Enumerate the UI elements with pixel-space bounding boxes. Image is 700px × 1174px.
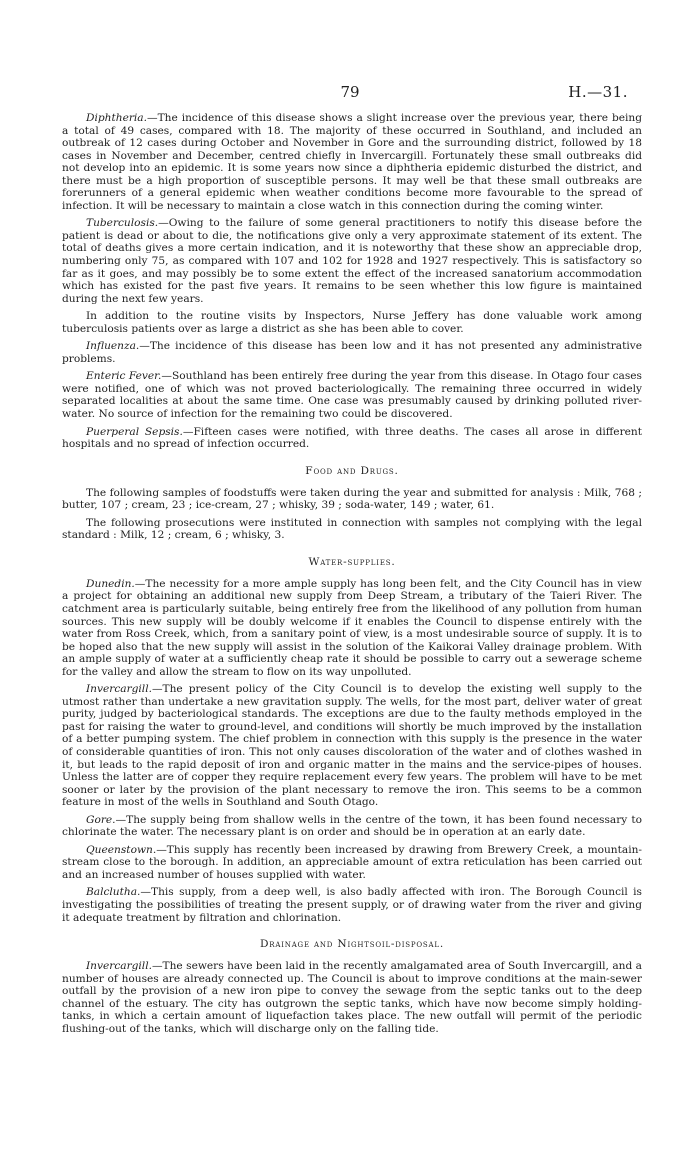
paragraph-diphtheria <box>62 112 642 212</box>
paragraph-puerperal-sepsis <box>62 426 642 451</box>
heading-water-supplies: Water-supplies. <box>308 555 396 568</box>
paragraph-enteric-fever <box>62 370 642 420</box>
paragraph-text: —This supply, from a deep well, is also badly affected with iron. The Borough Council is investigating the possibilities of treating the present supply, or of drawing water from the river and giving it adequate treatment by filtration and chlorination. <box>62 886 642 924</box>
heading-food-and-drugs: Food and Drugs. <box>305 464 399 477</box>
paragraph-text: —The incidence of this disease shows a slight increase over the previous year, there being a total of 49 cases, compared with 18. The majority of these occurred in Southland, and included an outbreak of 12 cases during October and November in Gore and the surrounding district, followed by 18 cases in November and December, centred chiefly in Invercargill. Fortunately these small outbreaks did not develop into an epidemic. It is some years now since a diphtheria epidemic disturbed the district, and there must be a high proportion of susceptible persons. It may well be that these small outbreaks are forerunners of a general epidemic when weather conditions become more favourable to the spread of infection. It will be necessary to maintain a close watch in this connection during the coming winter. <box>62 112 642 212</box>
paragraph-invercargill-water <box>62 683 642 808</box>
page-number: 79 <box>340 83 360 101</box>
paragraph-text: —The necessity for a more ample supply has long been felt, and the City Council has in view a project for obtaining an additional new supply from Deep Stream, a tributary of the Taieri River. The catchment area is particularly suitable, being entirely free from the likelihood of any pollution from human sources. This new supply will be doubly welcome if it enables the Council to dispense entirely with the water from Ross Creek, which, from a sanitary point of view, is a most undesirable source of supply. It is to be hoped also that the new supply will assist in the solution of the Kaikorai Valley drainage problem. With an ample supply of water at a sufficiently cheap rate it should be possible to carry out a sewerage scheme for the valley and allow the stream to flow on its way unpolluted. <box>62 577 642 678</box>
paragraph-text: —The incidence of this disease has been low and it has not presented any administrative problems. <box>62 340 642 365</box>
paragraph-text: —Southland has been entirely free during the year from this disease. In Otago four cases were notified, one of which was not proved bacteriologically. The remaining three occurred in widely separated localities at about the same time. One case was presumably caused by drinking polluted river-water. No source of infection for the remaining two could be discovered. <box>62 370 642 421</box>
paragraph-gore-water <box>62 814 642 839</box>
paragraph-text: —This supply has recently been increased by drawing from Brewery Creek, a mountain-stream close to the borough. In addition, an appreciable amount of extra reticulation has been carried out and an increased number of houses supplied with water. <box>62 843 642 881</box>
heading-drainage: Drainage and Nightsoil-disposal. <box>259 938 444 951</box>
paragraph-food-samples: The following samples of foodstuffs were taken during the year and submitted for analysis : Milk, 768 ; butter, 107 ; cream, 23 ; ice-cream, 27 ; whisky, 39 ; soda-water, 149 ; water, 61. <box>62 486 642 512</box>
paragraph-lead: Enteric Fever. <box>86 370 162 383</box>
paragraph-lead: Puerperal Sepsis. <box>86 425 183 438</box>
paragraph-tuberculosis <box>62 217 642 305</box>
paragraph-invercargill-drainage <box>62 960 642 1035</box>
paragraph-lead: Queenstown. <box>86 843 157 856</box>
paragraph-queenstown-water <box>62 844 642 882</box>
paragraph-food-prosecutions: The following prosecutions were instituted in connection with samples not complying with the legal standard : Milk, 12 ; cream, 6 ; whisky, 3. <box>62 516 642 542</box>
paragraph-text: —The supply being from shallow wells in the centre of the town, it has been found necessary to chlorinate the water. The necessary plant is on order and should be in operation at an early date. <box>62 813 642 839</box>
paragraph-lead: Invercargill. <box>86 683 152 696</box>
paragraph-lead: Dunedin. <box>86 577 135 590</box>
paragraph-influenza <box>62 340 642 365</box>
paragraph-dunedin-water <box>62 578 642 678</box>
paragraph-text: —The present policy of the City Council is to develop the existing well supply to the utmost rather than undertake a new gravitation supply. The wells, for the most part, deliver water of great purity, judged by bacteriological standards. The exceptions are due to the faulty methods employed in the past for raising the water to ground-level, and conditions will shortly be much improved by the installation of a better pumping system. The chief problem in connection with this supply is the presence in the water of considerable quantities of iron. This not only causes discoloration of the water and of clothes washed in it, but leads to the rapid deposit of iron and organic matter in the mains and the service-pipes of houses. Unless the latter are of copper they require replacement every few years. The problem will have to be met sooner or later by the provision of the plant necessary to remove the iron. This seems to be a common feature in most of the wells in Southland and South Otago. <box>62 683 642 809</box>
paragraph-lead: Gore. <box>86 813 116 826</box>
paragraph-tuberculosis-followup: In addition to the routine visits by Inspectors, Nurse Jeffery has done valuable work among tuberculosis patients over as large a district as she has been able to cover. <box>62 310 642 335</box>
paragraph-lead: Tuberculosis. <box>86 217 159 230</box>
paragraph-lead: Influenza. <box>86 340 140 353</box>
paragraph-lead: Balclutha. <box>86 886 141 899</box>
paragraph-text: —Owing to the failure of some general practitioners to notify this disease before the patient is dead or about to die, the notifications give only a very approximate statement of its extent. The total of deaths gives a more certain indication, and it is noteworthy that these show an appreciable drop, numbering only 75, as compared with 107 and 102 for 1928 and 1927 respectively. This is satisfactory so far as it goes, and may possibly be to some extent the effect of the increased sanatorium accommodation which has existed for the past five years. It remains to be seen whether this low figure is maintained during the next few years. <box>62 217 642 305</box>
paragraph-text: —The sewers have been laid in the recently amalgamated area of South Invercargill, and a number of houses are already connected up. The Council is about to improve conditions at the main-sewer outfall by the provision of a new iron pipe to convey the sewage from the septic tanks out to the deep channel of the estuary. The city has outgrown the septic tanks, which have now become simply holding-tanks, in which a certain amount of liquefaction takes place. The new outfall will permit of the periodic flushing-out of the tanks, which will discharge only on the falling tide. <box>62 960 642 1035</box>
paragraph-lead: Invercargill. <box>86 960 152 973</box>
paragraph-lead: Diphtheria. <box>86 112 147 124</box>
page-body <box>62 84 642 1035</box>
report-code: H.—31. <box>568 83 628 101</box>
paragraph-text: —Fifteen cases were notified, with three deaths. The cases all arose in different hospitals and no spread of infection occurred. <box>62 425 642 451</box>
paragraph-balclutha-water <box>62 886 642 924</box>
